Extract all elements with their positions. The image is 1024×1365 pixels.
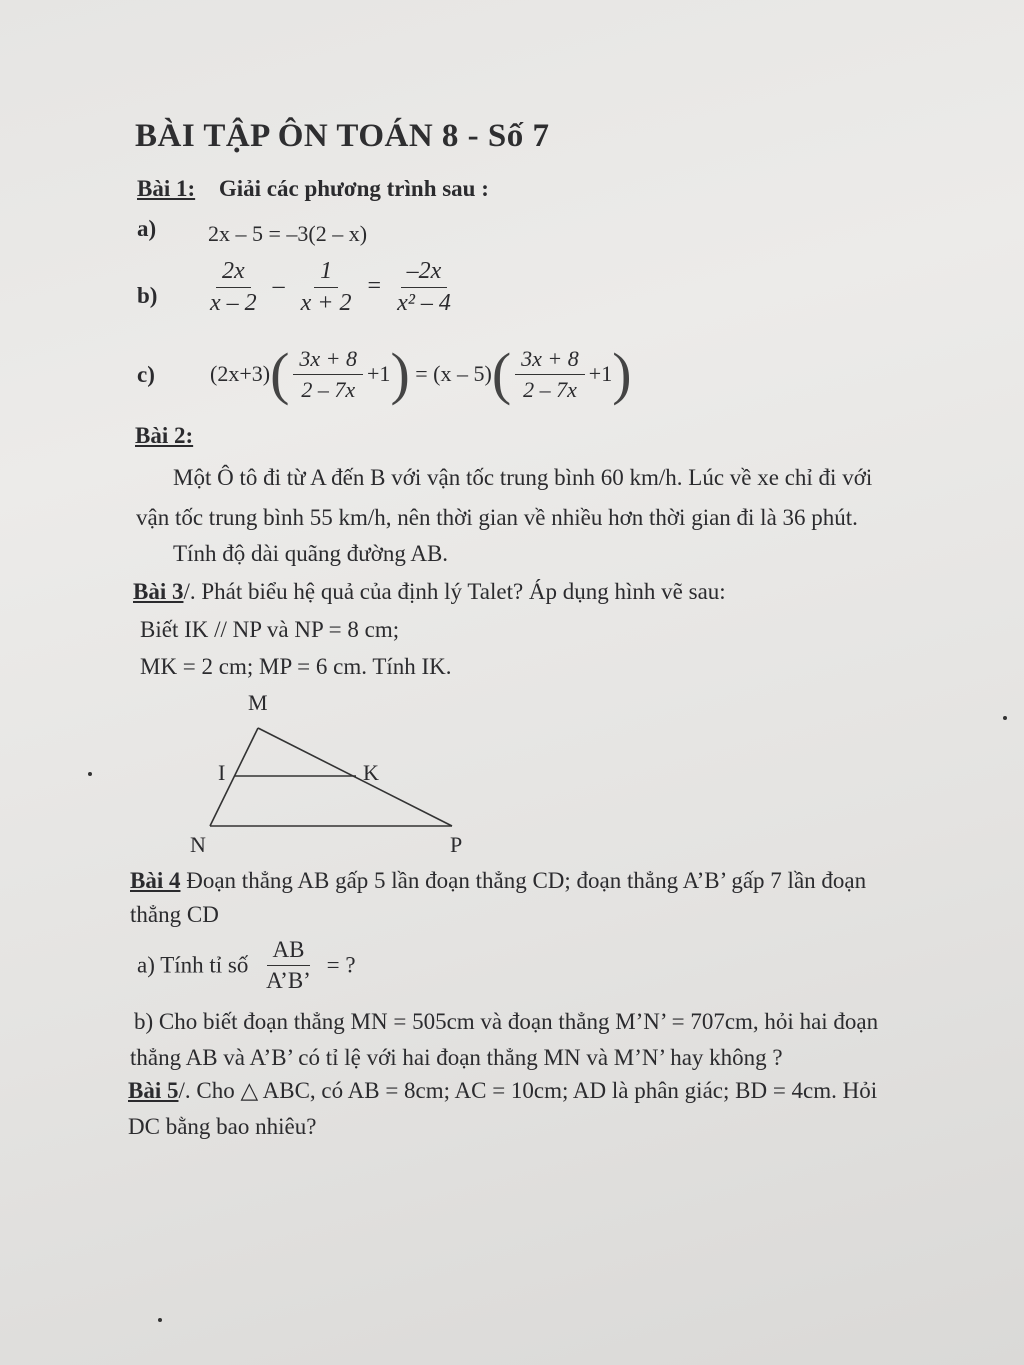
point-N-label: N — [190, 832, 206, 857]
bai2-line-3: Tính độ dài quãng đường AB. — [173, 541, 449, 566]
bai1-a-label: a) — [137, 216, 157, 241]
bai3-label: Bài 3 — [133, 579, 184, 604]
bai4-b-line-1: b) Cho biết đoạn thẳng MN = 505cm và đoạn thẳng M’N’ = 707cm, hỏi hai đoạn — [134, 1009, 879, 1034]
point-M-label: M — [248, 690, 268, 715]
bai1-c-equation: (2x+3)( $\frac{3x + 8}{2 - 7x}$ +1) = (x – 5)( $\frac{3x + 8}{2 - 7x}$ +1) — [210, 341, 632, 406]
paper-speck — [1003, 716, 1007, 720]
point-I-label: I — [218, 760, 226, 785]
bai1-c-label: c) — [137, 362, 155, 387]
bai2-line-1: Một Ô tô đi từ A đến B với vận tốc trung bình 60 km/h. Lúc về xe chỉ đi với — [173, 465, 873, 490]
point-P-label: P — [450, 832, 463, 857]
bai1-a-equation: 2x – 5 = –3(2 – x) — [208, 221, 368, 246]
bai1-b-fraction-1: $\frac{2x}{x - 2}$ — [210, 258, 257, 316]
bai1-b-fraction-2: $\frac{1}{x + 2}$ — [300, 258, 352, 316]
bai1-b-label: b) — [137, 283, 158, 308]
bai1-label: Bài 1: — [137, 176, 196, 201]
bai5-line-1: Bài 5/. Cho △ ABC, có AB = 8cm; AC = 10cm; AD là phân giác; BD = 4cm. Hỏi — [128, 1078, 878, 1103]
talet-triangle-figure — [190, 690, 480, 860]
bai4-a-fraction: $\frac{AB}{A’B’}$ — [266, 937, 311, 993]
bai3-line-2: Biết IK // NP và NP = 8 cm; — [140, 617, 400, 642]
paper-speck — [88, 772, 92, 776]
bai2-line-2: vận tốc trung bình 55 km/h, nên thời gian về nhiều hơn thời gian đi là 36 phút. — [136, 505, 858, 530]
point-K-label: K — [363, 760, 379, 785]
bai4-line-2: thẳng CD — [130, 902, 219, 927]
bai5-line-2: DC bằng bao nhiêu? — [128, 1114, 317, 1139]
bai1-b-fraction-3: $\frac{-2x}{\text{x² – 4}}$ — [397, 258, 451, 316]
bai4-b-line-2: thẳng AB và A’B’ có tỉ lệ với hai đoạn thẳng MN và M’N’ hay không ? — [130, 1045, 783, 1070]
bai2-label: Bài 2: — [135, 423, 194, 448]
bai4-label: Bài 4 — [130, 868, 181, 893]
bai3-line-1: Bài 3/. Phát biểu hệ quả của định lý Talet? Áp dụng hình vẽ sau: — [133, 579, 726, 604]
bai1-b-equation: $\frac{2x}{x - 2}$ – $\frac{1}{x + 2}$ = $\frac{-2x}{\text{x² – 4}}$ — [200, 258, 461, 317]
bai3-line-3: MK = 2 cm; MP = 6 cm. Tính IK. — [140, 654, 452, 679]
bai1-heading: Giải các phương trình sau : — [218, 176, 489, 201]
bai4-line-1: Bài 4 Đoạn thẳng AB gấp 5 lần đoạn thẳng CD; đoạn thẳng A’B’ gấp 7 lần đoạn — [130, 868, 867, 893]
bai4-a-line: a) Tính tỉ số $\frac{AB}{A’B’}$ = ? — [137, 937, 356, 993]
bai1-c-fraction-left: $\frac{3x + 8}{2 - 7x}$ — [293, 346, 363, 403]
bai1-c-fraction-right: $\frac{3x + 8}{2 - 7x}$ — [515, 346, 585, 403]
bai5-label: Bài 5 — [128, 1078, 179, 1103]
bai1-heading-line — [137, 176, 489, 202]
page-title: BÀI TẬP ÔN TOÁN 8 - Số 7 — [135, 118, 550, 154]
paper-speck — [158, 1318, 162, 1322]
segment-MP — [258, 728, 452, 826]
